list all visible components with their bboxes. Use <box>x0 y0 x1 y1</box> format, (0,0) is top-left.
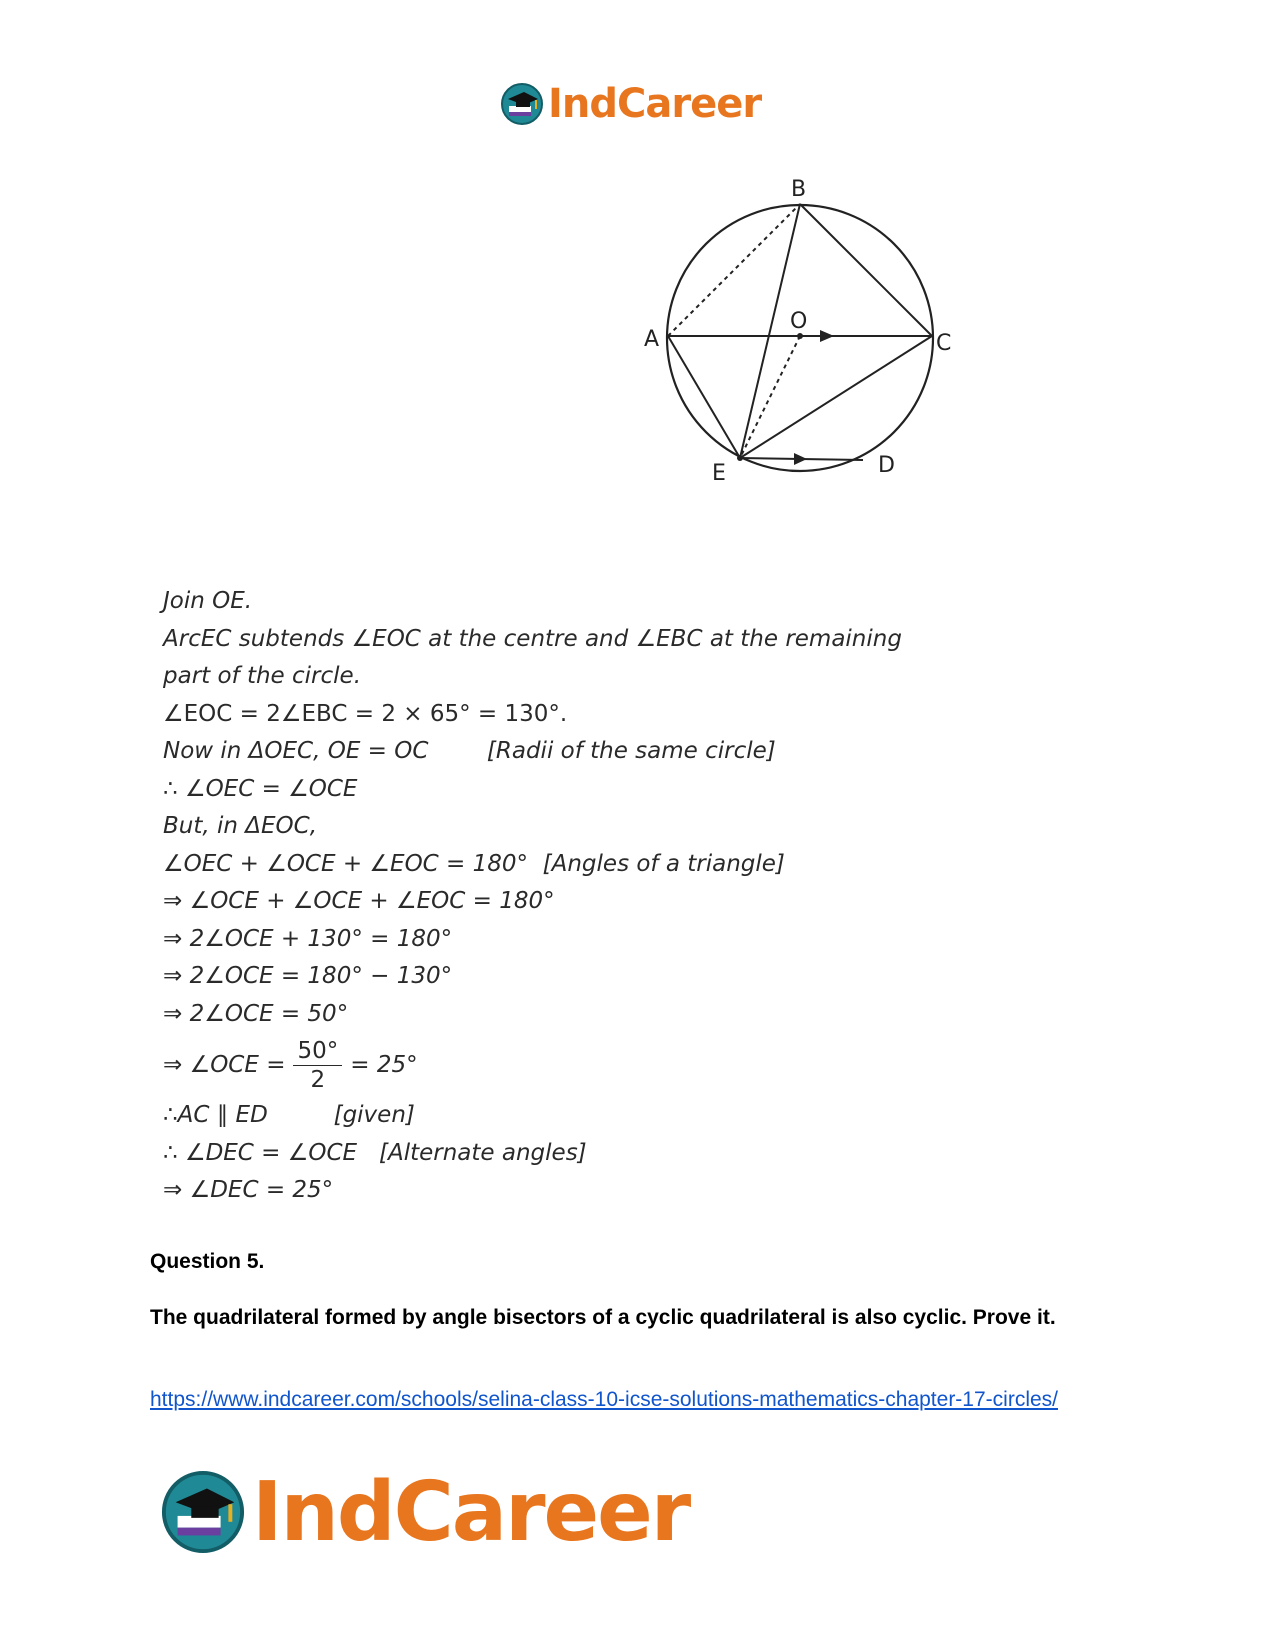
fraction-prefix: ⇒ ∠OCE = <box>163 1052 286 1078</box>
solution-line: Join OE. <box>163 588 253 614</box>
solution-line: ⇒ ∠OCE + ∠OCE + ∠EOC = 180° <box>163 888 555 914</box>
graduation-cap-icon <box>160 1469 246 1555</box>
fraction <box>293 1037 342 1094</box>
arrow-ed <box>794 453 807 465</box>
solution-line: But, in ΔEOC, <box>163 813 318 839</box>
logo-text: IndCareer <box>548 81 762 127</box>
fraction-suffix: = 25° <box>350 1052 418 1078</box>
solution-line: ⇒ 2∠OCE = 180° − 130° <box>163 963 453 989</box>
point-e <box>737 455 743 461</box>
arrow-ac <box>820 330 834 342</box>
solution-line: part of the circle. <box>163 663 362 689</box>
solution-line: ∴ ∠OEC = ∠OCE <box>163 775 358 802</box>
header-logo <box>500 78 761 130</box>
logo-text: IndCareer <box>252 1464 690 1560</box>
footer-logo <box>160 1462 689 1562</box>
label-d: D <box>878 453 895 478</box>
solution-line: ⇒ 2∠OCE + 130° = 180° <box>163 925 453 952</box>
question-text: The quadrilateral formed by angle bisectors of a cyclic quadrilateral is also cyclic. Prove it. <box>150 1306 1056 1329</box>
label-c: C <box>936 331 952 356</box>
line-ae <box>668 336 740 458</box>
solution-steps <box>163 583 1063 1210</box>
solution-line: ∠EOC = 2∠EBC = 2 × 65° = 130°. <box>163 700 568 727</box>
fraction-step <box>163 1033 1063 1097</box>
label-o: O <box>790 309 808 334</box>
label-e: E <box>712 461 726 486</box>
solution-line: ArcEC subtends ∠EOC at the centre and ∠EBC at the remaining <box>163 625 902 652</box>
circle-diagram <box>644 177 1020 518</box>
solution-line: ⇒ 2∠OCE = 50° <box>163 1000 349 1027</box>
question-title: Question 5. <box>150 1250 265 1273</box>
fraction-denominator: 2 <box>310 1066 326 1093</box>
solution-line: ∴ ∠DEC = ∠OCE [Alternate angles] <box>163 1139 587 1166</box>
label-b: B <box>791 177 807 202</box>
solution-line: ∠OEC + ∠OCE + ∠EOC = 180° [Angles of a triangle] <box>163 850 785 877</box>
fraction-numerator: 50° <box>293 1037 342 1066</box>
solution-line: Now in ΔOEC, OE = OC [Radii of the same circle] <box>163 738 776 764</box>
label-a: A <box>644 327 660 352</box>
line-ec <box>740 336 932 458</box>
graduation-cap-icon <box>500 82 544 126</box>
solution-line: ⇒ ∠DEC = 25° <box>163 1177 334 1203</box>
source-link[interactable]: https://www.indcareer.com/schools/selina-class-10-icse-solutions-mathematics-chapter-17-circles/ <box>150 1388 1058 1411</box>
solution-line: ∴AC ∥ ED [given] <box>163 1102 415 1128</box>
